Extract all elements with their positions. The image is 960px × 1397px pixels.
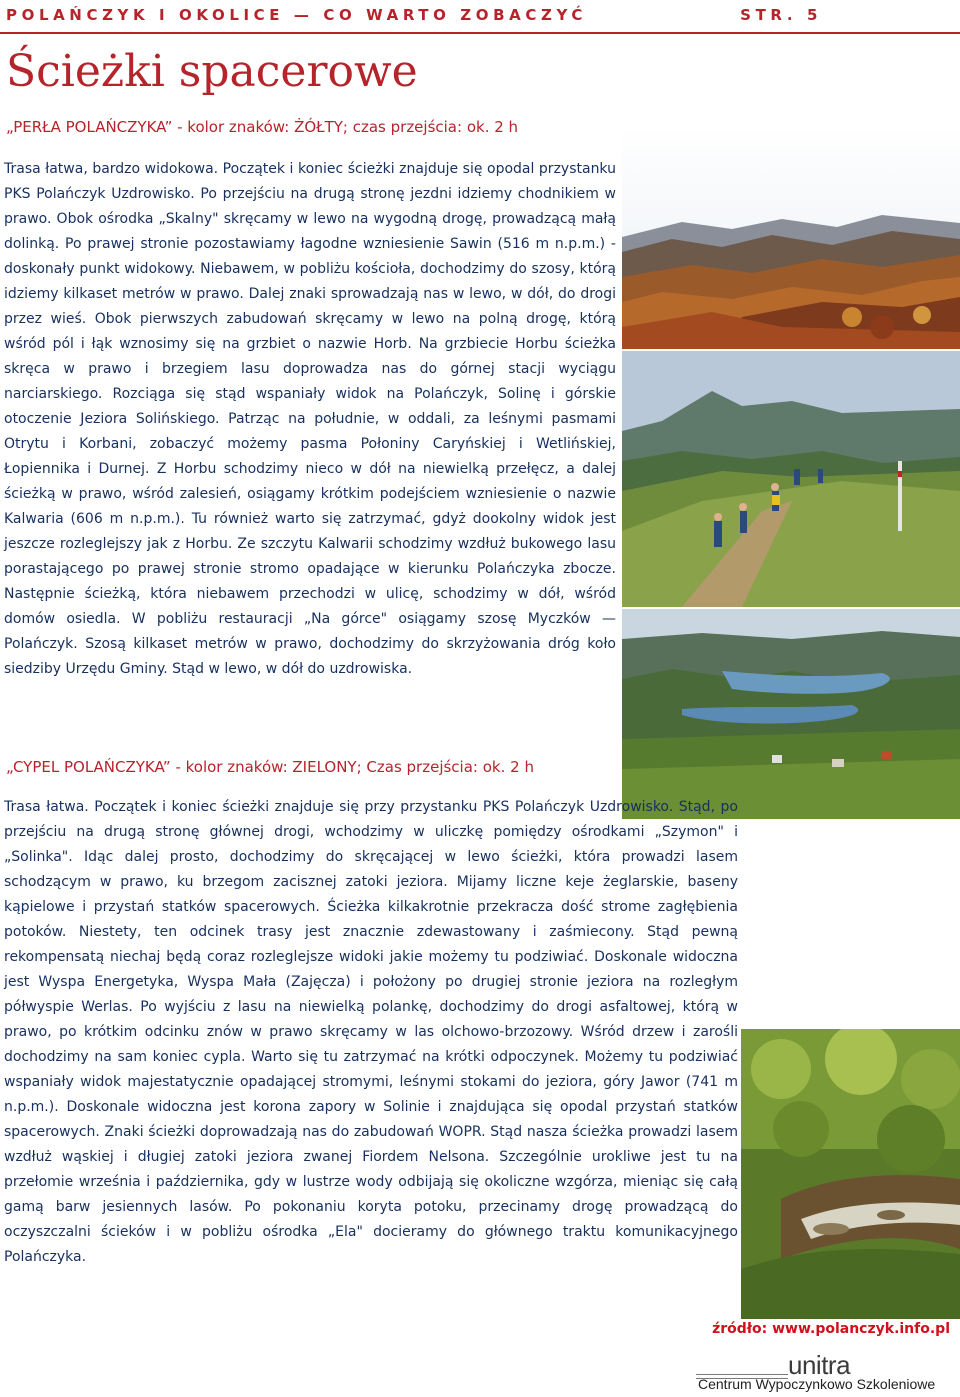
route1-text: Trasa łatwa, bardzo widokowa. Początek i koniec ścieżki znajduje się opodal przystanku PKS Polańczyk Uzdrowisko. Po przejściu na drugą stronę jezdni idziemy chodnikiem w prawo. Obok ośrodka „Skalny" skręcamy w lewo na wygodną drogę, prowadzącą małą dolinką. Po prawej stronie pozostawiamy łagodne wzniesienie Sawin (516 m n.p.m.) - doskonały punkt widokowy. Niebawem, w pobliżu kościoła, dochodzimy do szosy, którą idziemy kilkaset metrów w prawo. Dalej znaki sprowadzają nas w lewo, w dół, do drogi przez wieś. Obok pierwszych zabudowań skręcamy w lewo na polną drogę, którą wśród pól i łąk wznosimy się na grzbiet o nazwie Horb. Na grzbiecie Horbu ścieżka skręca w prawo i brzegiem lasu doprowadza nas do górnej stacji wyciągu narciarskiego. Rozciąga się stąd wspaniały widok na Polańczyk, Solinę i górskie otoczenie Jeziora Solińskiego. Patrząc na południe, w oddali, za leśnymi pasmami Otrytu i Korbani, zobaczyć możemy pasma Połoniny Caryńskiej i Wetlińskiej, Łopiennika i Durnej. Z Horbu schodzimy nieco w dół na niewielką przełęcz, a dalej ścieżką w prawo, wśród zalesień, osiągamy krótkim podejściem wzniesienie o nazwie Kalwaria (606 m n.p.m.). Tu również warto się zatrzymać, gdyż dookolny widok jest jeszcze rozleglejszy jak z Horbu. Ze szczytu Kalwarii schodzimy wzdłuż bukowego lasu porastającego po prawej stronie stromo opadające w kierunku Polańczyka zbocze. Następnie ścieżką, która niebawem przechodzi w ulicę, schodzimy w dół, wśród domów osiedla. W pobliżu restauracji „Na górce" osiągamy szosę Myczków — Polańczyk. Szosą kilkaset metrów w prawo, dochodzimy do skrzyżowania dróg koło siedziby Urzędu Gminy. Stąd w lewo, w dół do uzdrowiska. — [4, 161, 616, 677]
logo-rule-top — [696, 1374, 788, 1375]
autumn-mountains-photo — [622, 127, 960, 349]
source-credit: źródło: www.polanczyk.info.pl — [712, 1321, 950, 1337]
unitra-logo — [696, 1350, 956, 1396]
hikers-on-ridge-photo — [622, 351, 960, 607]
logo-subtitle: Centrum Wypoczynkowo Szkoleniowe — [698, 1376, 936, 1392]
route1-heading: „PERŁA POLAŃCZYKA” - kolor znaków: ŻÓŁTY; czas przejścia: ok. 2 h — [6, 118, 519, 136]
lake-solina-photo — [622, 609, 960, 819]
page-title: Ścieżki spacerowe — [6, 46, 418, 97]
logo-brand: unitra — [788, 1350, 851, 1380]
route2-heading: „CYPEL POLAŃCZYKA” - kolor znaków: ZIELONY; Czas przejścia: ok. 2 h — [6, 758, 534, 776]
section-title: POLAŃCZYK I OKOLICE — CO WARTO ZOBACZYĆ — [6, 6, 587, 24]
page-header — [0, 0, 960, 34]
route2-text: Trasa łatwa. Początek i koniec ścieżki znajduje się przy przystanku PKS Polańczyk Uzdrowisko. Stąd, po przejściu na drugą stronę głównej drogi, wchodzimy w uliczkę pomiędzy ośrodkami „Szymon" i „Solinka". Idąc dalej prosto, dochodzimy do skręcającej w lewo ścieżki, która prowadzi lasem schodzącym w prawo, ku brzegom zacisznej zatoki jeziora. Mijamy liczne keje żeglarskie, baseny kąpielowe i przystań statków spacerowych. Ścieżka kilkakrotnie przekracza dość strome zagłębienia potoków. Niestety, ten odcinek trasy jest znacznie zdewastowany i zaśmiecony. Stąd pewną rekompensatą niechaj będą coraz rozleglejsze widoki jakie możemy tu podziwiać. Doskonale widoczna jest Wyspa Energetyka, Wyspa Mała (Zajęcza) i położony po drugiej stronie jeziora na rozległym półwyspie Werlas. Po wyjściu z lasu na niewielką polankę, dochodzimy do drogi asfaltowej, którą w prawo, po krótkim odcinku znów w prawo skręcamy w las olchowo-brzozowy. Wśród drzew i zarośli dochodzimy na sam koniec cypla. Warto się tu zatrzymać na krótki odpoczynek. Możemy tu podziwiać wspaniały widok majestatycznie opadającej stromymi, leśnymi stokami do jeziora, góry Jawor (741 m n.p.m.). Doskonale widoczna jest korona zapory w Solinie i znajdująca się opodal przystań statków spacerowych. Znaki ścieżki doprowadzają nas do zabudowań WOPR. Stąd nasza ścieżka prowadzi lasem wzdłuż wąskiej i długiej zatoki jeziora zwanej Fiordem Nelsona. Szczególnie urokliwe jest tu na przełomie września i października, gdy w lustrze wody odbijają się okoliczne wzgórza, mieniąc się całą gamą barw jesiennych lasów. Po pokonaniu koryta potoku, przecinamy drogę prowadzącą do oczyszczalni ścieków i w pobliżu ośrodka „Ela" docieramy do głównego traktu komunikacyjnego Polańczyka. — [4, 799, 738, 1265]
forest-stream-photo — [741, 1029, 960, 1319]
page-number: STR. 5 — [740, 6, 822, 24]
